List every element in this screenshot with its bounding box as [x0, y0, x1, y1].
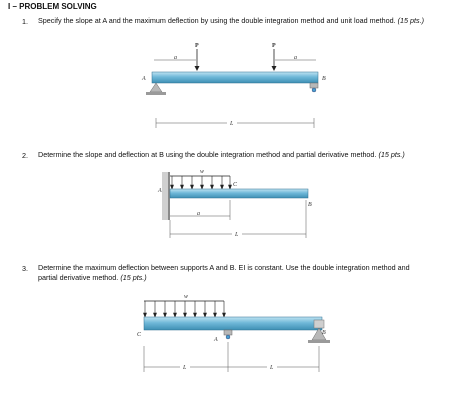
load-label-right: P	[272, 43, 276, 49]
problem-3-number: 3.	[22, 264, 28, 273]
span-label: L	[230, 121, 234, 127]
dim-label-left: a	[174, 55, 177, 61]
load-label-w: w	[184, 294, 189, 300]
support-base-b	[308, 340, 330, 343]
load-arrowhead-left	[195, 66, 200, 71]
support-label-b: B	[322, 76, 326, 82]
support-label-a: A	[158, 188, 162, 194]
span-label-left: L	[183, 365, 187, 371]
beam	[144, 317, 322, 330]
support-label-a: A	[214, 337, 218, 343]
point-label-c: C	[233, 182, 238, 188]
dim-label-a: a	[197, 211, 200, 217]
beam	[152, 72, 318, 83]
span-label-right: L	[270, 365, 274, 371]
end-label-c: C	[137, 332, 142, 338]
problem-1-figure	[130, 36, 340, 134]
roller-wheel-b	[312, 88, 316, 92]
problem-2-statement: Determine the slope and deflection at B using the double integration method and partial derivative method.	[38, 150, 377, 159]
problem-2-figure	[148, 166, 318, 244]
section-heading: I – PROBLEM SOLVING	[8, 2, 97, 11]
problem-1-number: 1.	[22, 17, 28, 26]
problem-1-text	[38, 16, 468, 26]
problem-3-points: (15 pts.)	[120, 273, 147, 282]
span-label: L	[235, 232, 239, 238]
problem-3-text	[38, 263, 470, 283]
support-label-b: B	[322, 330, 326, 336]
end-label-b: B	[308, 202, 312, 208]
dim-label-right: a	[294, 55, 297, 61]
problem-2-text	[38, 150, 468, 160]
pin-support-a	[150, 83, 162, 92]
load-label-w: w	[200, 169, 205, 175]
support-label-a: A	[142, 76, 146, 82]
problem-1-points: (15 pts.)	[397, 16, 424, 25]
pin-support-b	[314, 320, 324, 328]
problem-3-line-2: partial derivative method.	[38, 273, 119, 282]
problem-3-figure	[132, 290, 344, 390]
roller-wheel-a	[226, 335, 230, 339]
support-base-a	[146, 92, 166, 95]
beam	[170, 189, 308, 198]
load-label-left: P	[195, 43, 199, 49]
problem-2-points: (15 pts.)	[378, 150, 405, 159]
roller-support-b	[310, 83, 318, 88]
problem-2-number: 2.	[22, 151, 28, 160]
wall-edge	[168, 172, 170, 220]
load-arrowhead-right	[272, 66, 277, 71]
problem-1-statement: Specify the slope at A and the maximum deflection by using the double integration method and unit load method.	[38, 16, 396, 25]
roller-support-a	[224, 330, 232, 335]
distributed-load-arrows	[144, 301, 226, 317]
distributed-load-arrows	[171, 176, 232, 189]
problem-3-line-1: Determine the maximum deflection between supports A and B. EI is constant. Use the double integration method and	[38, 263, 410, 272]
